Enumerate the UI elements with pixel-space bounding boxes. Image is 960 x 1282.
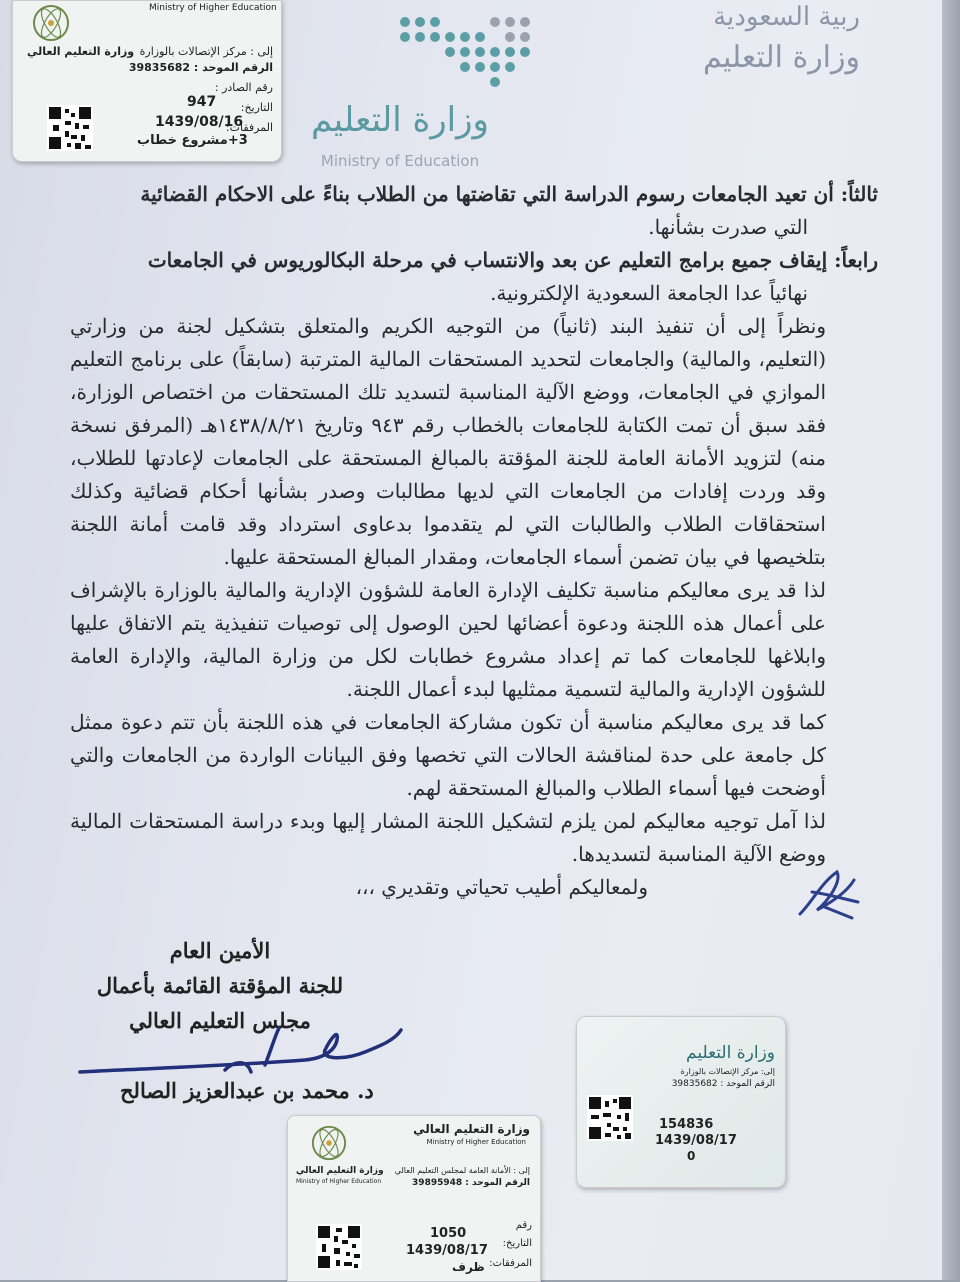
green-stamp-to: إلى: مركز الإتصالات بالوزارة <box>680 1067 775 1076</box>
green-stamp-ministry: وزارة التعليم <box>686 1043 775 1063</box>
paragraph-request: لذا آمل توجيه معاليكم لمن يلزم لتشكيل اللجنة المشار إليها وبدء دراسة المستحقات المالية ووضع الآلية المناسبة لتسديدها. <box>70 809 826 866</box>
stamp2-ministry-en-small: Ministry of Higher Education <box>296 1178 382 1185</box>
point-three-cont: التي صدرت بشأنها. <box>648 215 808 239</box>
stamp2-ministry-small: وزارة التعليم العالي <box>296 1166 384 1176</box>
ministry-logo <box>300 12 550 172</box>
seal-icon <box>31 3 71 43</box>
signatory-name: د. محمد بن عبدالعزيز الصالح <box>120 1078 374 1103</box>
stamp2-ministry-ar: وزارة التعليم العالي <box>413 1122 530 1136</box>
logo-arabic: وزارة التعليم <box>311 100 489 140</box>
stamp-ministry-ar: وزارة التعليم العالي <box>27 45 135 58</box>
stamp-attach: 3+مشروع خطاب <box>137 133 248 148</box>
seal-icon <box>310 1124 348 1162</box>
point-four: رابعاً: إيقاف جميع برامج التعليم عن بعد والانتساب في مرحلة البكالوريوس في الجامعات <box>147 248 878 272</box>
outgoing-stamp <box>576 1016 786 1188</box>
stamp2-attach: ظرف <box>452 1260 485 1274</box>
stamp-date-label: التاريخ: <box>240 101 273 114</box>
closing-line: ولمعاليكم أطيب تحياتي وتقديري ،،، <box>355 875 648 899</box>
paragraph-assignment: لذا قد يرى معاليكم مناسبة تكليف الإدارة العامة للشؤون الإدارية والمالية بالوزارة بالإشراف على أعمال هذه اللجنة ودعوة أعضائها لحين الوصول إلى توصيات تنفيذية يتم الاتفاق عليها وابلاغها للجامعات كما تم إعداد مشروع خطابات لكل من وزارة المالية، والإدارة العامة للشؤون الإدارية والمالية لتسمية ممثليها لبدء أعمال اللجنة. <box>70 578 826 701</box>
stamp2-ministry-en: Ministry of Higher Education <box>426 1138 526 1146</box>
stamp-unified: الرقم الموحد : 39835682 <box>128 61 273 74</box>
page-edge <box>942 0 960 1280</box>
qr-code-icon <box>587 1095 633 1141</box>
stamp-attach-label: المرفقات: <box>225 121 273 134</box>
stamp-issued-no: 947 <box>187 94 217 110</box>
letterhead-text <box>703 2 860 75</box>
council-stamp <box>287 1115 541 1282</box>
qr-code-icon <box>47 105 93 151</box>
point-four-cont: نهائياً عدا الجامعة السعودية الإلكترونية. <box>490 281 808 305</box>
stamp-issued-label: رقم الصادر : <box>214 81 273 94</box>
ministry-name: وزارة التعليم <box>702 40 860 75</box>
signatory-council: مجلس التعليم العالي <box>129 1008 311 1033</box>
stamp-date: 1439/08/16 <box>155 114 244 130</box>
signatory-title: الأمين العام <box>169 938 271 963</box>
incoming-stamp <box>12 0 282 162</box>
green-stamp-no: 154836 <box>659 1117 714 1132</box>
stamp2-date: 1439/08/17 <box>406 1243 488 1258</box>
initial-mark-icon <box>792 862 862 924</box>
green-stamp-date: 1439/08/17 <box>655 1133 737 1148</box>
paragraph-participation: كما قد يرى معاليكم مناسبة أن تكون مشاركة الجامعات في هذه اللجنة بأن تتم دعوة ممثل كل جامعة على حدة لمناقشة الحالات التي تخصها وفق البيانات الواردة من الجامعات والتي أوضحت فيها أسماء الطلاب والمبالغ المستحقة لهم. <box>70 710 826 800</box>
point-three: ثالثاً: أن تعيد الجامعات رسوم الدراسة التي تقاضتها من الطلاب بناءً على الاحكام القضائية <box>140 182 878 206</box>
logo-english: Ministry of Education <box>320 152 480 170</box>
signatory-committee: للجنة المؤقتة القائمة بأعمال <box>96 973 344 998</box>
country-name: ربية السعودية <box>713 2 860 32</box>
stamp2-date-label: التاريخ: <box>502 1238 532 1249</box>
stamp2-no: 1050 <box>430 1226 467 1241</box>
dots-logo-icon <box>395 12 535 92</box>
stamp2-no-label: رقم <box>515 1220 532 1231</box>
green-stamp-unified: الرقم الموحد : 39835682 <box>671 1079 775 1089</box>
letter-body <box>70 178 878 904</box>
paragraph-considering: ونظراً إلى أن تنفيذ البند (ثانياً) من التوجيه الكريم والمتعلق بتشكيل لجنة من وزارتي (التعليم، والمالية) والجامعات لتحديد المستحقات المالية المترتبة (سابقاً) على برنامج التعليم الموازي في الجامعات، ووضع الآلية المناسبة لتسديد تلك المستحقات من اختصاص الوزارة، فقد سبق أن تمت الكتابة للجامعات بالخطاب رقم ٩٤٣ وتاريخ ١٤٣٨/٨/٢١هـ (المرفق نسخة منه) لتزويد الأمانة العامة للجنة المؤقتة بالمبالغ المستحقة على الجامعات لإعادتها للطلاب، وقد وردت إفادات من الجامعات التي لديها مطالبات وصدر بشأنها أحكام قضائية وكذلك استحقاقات الطلاب والطالبات التي لم يتقدموا بدعاوى استرداد وقد قامت أمانة اللجنة بتلخيصها في بيان تضمن أسماء الجامعات، ومقدار المبالغ المستحقة عليها. <box>70 314 827 569</box>
qr-code-icon <box>316 1224 362 1270</box>
stamp2-to: إلى : الأمانة العامة لمجلس التعليم العالي <box>394 1166 530 1175</box>
stamp2-attach-label: المرفقات: <box>489 1258 532 1269</box>
stamp-ministry-en: Ministry of Higher Education <box>149 3 277 13</box>
green-stamp-attach: 0 <box>687 1149 696 1163</box>
stamp2-unified: الرقم الموحد : 39895948 <box>412 1178 530 1188</box>
stamp-to: إلى : مركز الإتصالات بالوزارة <box>139 45 273 58</box>
